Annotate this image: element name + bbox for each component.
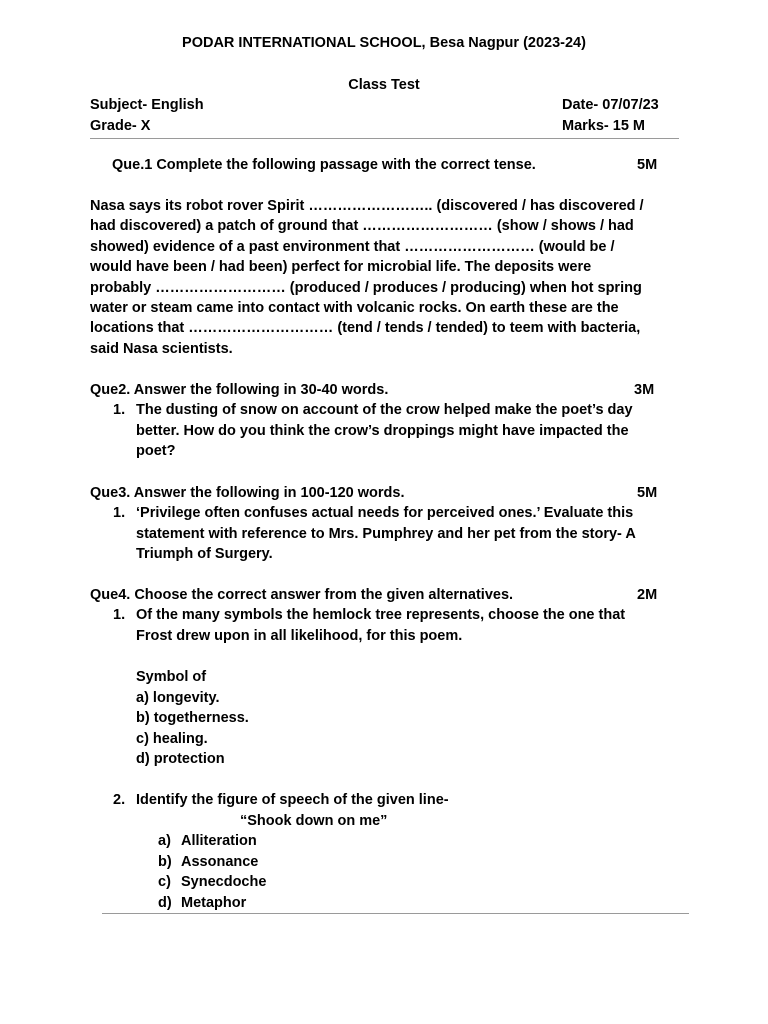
q4-title: Que4. Choose the correct answer from the given alternatives. [90,587,514,603]
q4-item2-quote: “Shook down on me” [240,813,388,829]
q4-item1-options [136,667,249,770]
q1-passage [90,196,680,359]
q1-title: Que.1 Complete the following passage with the correct tense. [112,157,536,173]
passage-line: locations that ………………………… (tend / tends / tended) to teem with bacteria, [90,320,641,337]
option-item: b) togetherness. [136,710,249,726]
question-line: Triumph of Surgery. [136,546,273,562]
question-line: ‘Privilege often confuses actual needs for perceived ones.’ Evaluate this [136,505,634,521]
option-letter: b) [158,854,172,870]
option-text: Synecdoche [181,874,267,890]
subject-label: Subject- English [90,97,204,113]
q3-marks: 5M [637,485,658,501]
q2-title: Que2. Answer the following in 30-40 words. [90,382,389,398]
option-item: c) healing. [136,730,208,747]
symbol-prompt: Symbol of [136,669,207,685]
option-letter: c) [158,874,171,890]
option-item: a) longevity. [136,689,220,706]
passage-line: would have been / had been) perfect for microbial life. The deposits were [90,259,592,276]
q2-marks: 3M [634,382,655,398]
q4-item1-number: 1. [113,607,126,623]
question-line: Of the many symbols the hemlock tree represents, choose the one that [136,607,626,623]
q2-item-text [136,400,633,462]
q2-item-number: 1. [113,402,126,418]
q4-item1-text [136,605,625,646]
option-letter: a) [158,833,171,849]
passage-line: probably ……………………… (produced / produces / producing) when hot spring [90,279,642,296]
grade-marks-row [90,118,680,134]
question-line: Frost drew upon in all likelihood, for this poem. [136,627,463,644]
option-letter: d) [158,895,172,911]
test-type: Class Test [348,77,420,93]
question-line: better. How do you think the crow’s droppings might have impacted the [136,422,629,439]
option-text: Alliteration [181,833,257,849]
q4-item2-number: 2. [113,792,126,808]
option-item: d) protection [136,751,225,767]
grade-label: Grade- X [90,118,151,134]
q4-item2-text: Identify the figure of speech of the given line- [136,792,449,808]
option-text: Assonance [181,854,259,870]
school-name: PODAR INTERNATIONAL SCHOOL, Besa Nagpur (2023-24) [182,35,586,51]
passage-line: Nasa says its robot rover Spirit …………………….. (discovered / has discovered / [90,198,644,214]
question-line: The dusting of snow on account of the crow helped make the poet’s day [136,402,633,418]
q3-item-number: 1. [113,505,126,521]
footer-divider [102,913,689,914]
option-text: Metaphor [181,895,247,911]
header-divider [90,138,679,139]
q3-item-text [136,503,636,565]
total-marks-label: Marks- 15 M [562,118,646,134]
q1-marks: 5M [637,157,658,173]
q3-title: Que3. Answer the following in 100-120 words. [90,485,405,501]
q4-marks: 2M [637,587,658,603]
subject-date-row [90,97,680,113]
date-label: Date- 07/07/23 [562,97,659,113]
question-line: poet? [136,443,176,459]
question-line: statement with reference to Mrs. Pumphrey and her pet from the story- A [136,525,636,542]
passage-line: water or steam came into contact with volcanic rocks. On earth these are the [90,300,619,317]
passage-line: said Nasa scientists. [90,340,233,357]
passage-line: showed) evidence of a past environment that ……………………… (would be / [90,238,615,255]
passage-line: had discovered) a patch of ground that ……………………… (show / shows / had [90,218,634,235]
